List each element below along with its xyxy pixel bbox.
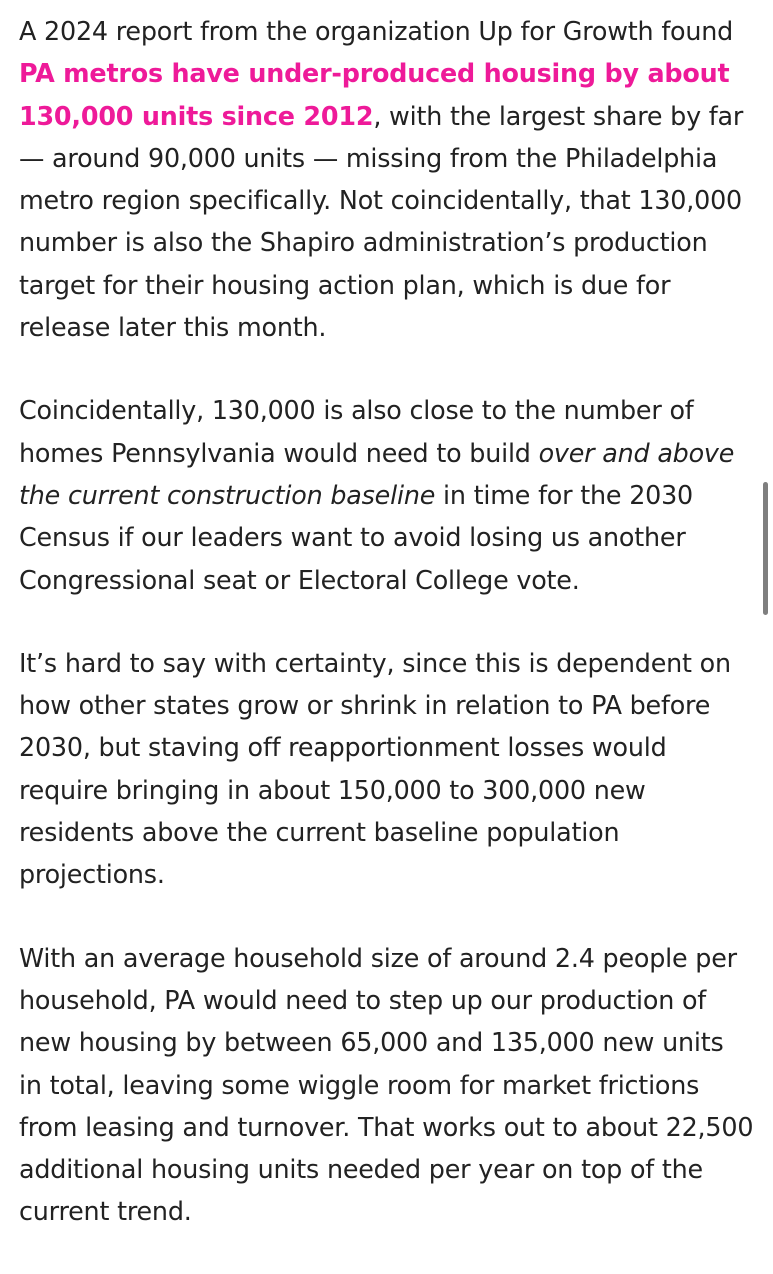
scrollbar-thumb[interactable] — [763, 482, 768, 615]
article-body — [19, 10, 754, 1274]
emphasized-text: over and above the current construction baseline — [19, 437, 735, 510]
highlighted-link[interactable]: PA metros have under-produced housing by about 130,000 units since 2012 — [19, 58, 730, 131]
paragraph-text: in time for the 2030 Census if our leaders want to avoid losing us another Congressional seat or Electoral College vote. — [19, 479, 694, 595]
paragraph-up-for-growth — [19, 10, 754, 348]
paragraph-household-size: With an average household size of around 2.4 people per household, PA would need to step up our production of new housing by between 65,000 and 135,000 new units in total, leaving some wiggle room for market frictions from leasing and turnover. That works out to about 22,500 additional housing units needed per year on top of the current trend. — [19, 942, 754, 1227]
paragraph-text: , with the largest share by far — around 90,000 units — missing from the Philadelphia metro region specifically. Not coincidentally, that 130,000 number is also the Shapiro administration’s production target for their housing action plan, which is due for release later this month. — [19, 100, 744, 343]
paragraph-reapportionment: It’s hard to say with certainty, since this is dependent on how other states grow or shrink in relation to PA before 2030, but staving off reapportionment losses would require bringing in about 150,000 to 300,000 new residents above the current baseline population projections. — [19, 647, 731, 890]
paragraph-census — [19, 389, 754, 600]
paragraph-text: Coincidentally, 130,000 is also close to the number of homes Pennsylvania would need to build — [19, 395, 694, 468]
paragraph-text: A 2024 report from the organization Up for Growth found — [19, 16, 734, 46]
